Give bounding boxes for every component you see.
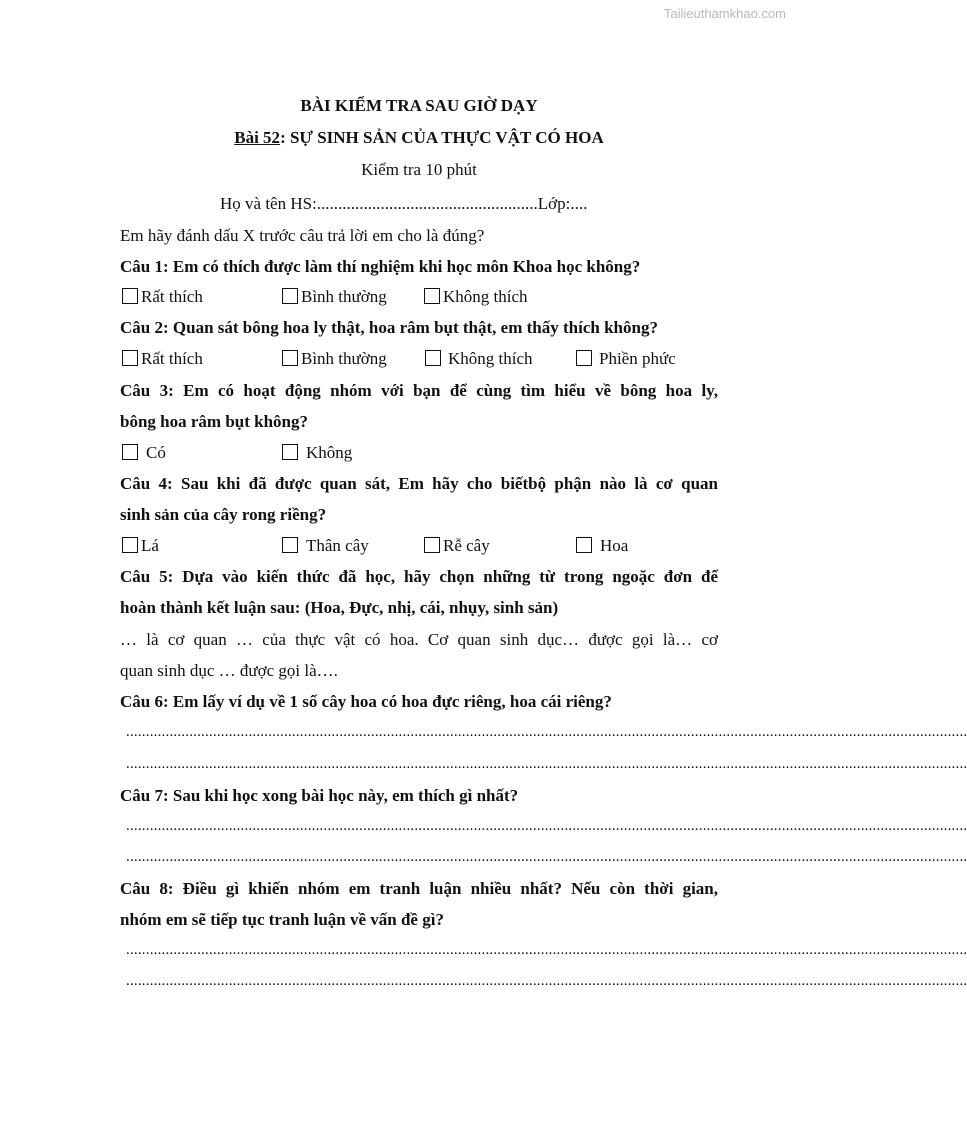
- answer-line[interactable]: .....................................................................................................................................................................................................................: [126, 973, 967, 989]
- q3-option-2[interactable]: [282, 443, 352, 463]
- watermark: Tailieuthamkhao.com: [663, 6, 786, 21]
- checkbox[interactable]: [424, 537, 440, 553]
- checkbox[interactable]: [425, 350, 441, 366]
- option-label: Không thích: [443, 287, 528, 306]
- q4-option-4[interactable]: [576, 536, 628, 556]
- question-5-line-2: hoàn thành kết luận sau: (Hoa, Đực, nhị, cái, nhụy, sinh sản): [120, 598, 559, 617]
- q4-option-3[interactable]: [424, 536, 490, 556]
- question-5-fill-line-1: … là cơ quan … của thực vật có hoa. Cơ quan sinh dục… được gọi là… cơ: [120, 630, 718, 649]
- question-8-line-1: Câu 8: Điều gì khiến nhóm em tranh luận nhiều nhất? Nếu còn thời gian,: [120, 879, 718, 898]
- option-label: Có: [146, 443, 166, 462]
- question-4-line-1: Câu 4: Sau khi đã được quan sát, Em hãy cho biếtbộ phận nào là cơ quan: [120, 474, 718, 493]
- lesson-title: : SỰ SINH SẢN CỦA THỰC VẬT CÓ HOA: [280, 128, 604, 147]
- checkbox[interactable]: [282, 444, 298, 460]
- q3-option-1[interactable]: [122, 443, 166, 463]
- question-5-line-1: Câu 5: Dựa vào kiến thức đã học, hãy chọn những từ trong ngoặc đơn để: [120, 567, 718, 586]
- page-title: BÀI KIỂM TRA SAU GIỜ DẠY: [300, 96, 538, 115]
- question-2: Câu 2: Quan sát bông hoa ly thật, hoa râm bụt thật, em thấy thích không?: [120, 318, 658, 337]
- question-4-line-2: sinh sản của cây rong riềng?: [120, 505, 327, 524]
- test-duration: Kiểm tra 10 phút: [361, 160, 477, 179]
- checkbox[interactable]: [282, 288, 298, 304]
- lesson-label: Bài 52: [234, 128, 281, 147]
- q2-option-3[interactable]: [425, 349, 533, 369]
- option-label: Rất thích: [141, 349, 203, 368]
- q2-option-1[interactable]: [122, 349, 203, 369]
- q4-option-2[interactable]: [282, 536, 369, 556]
- question-1: Câu 1: Em có thích được làm thí nghiệm khi học môn Khoa học không?: [120, 257, 641, 276]
- q2-option-4[interactable]: [576, 349, 676, 369]
- checkbox[interactable]: [282, 537, 298, 553]
- option-label: Phiền phức: [599, 349, 676, 368]
- checkbox[interactable]: [122, 537, 138, 553]
- question-7: Câu 7: Sau khi học xong bài học này, em thích gì nhất?: [120, 786, 519, 805]
- answer-line[interactable]: .....................................................................................................................................................................................................................: [126, 849, 967, 865]
- option-label: Không: [306, 443, 353, 462]
- option-label: Bình thường: [301, 349, 387, 368]
- checkbox[interactable]: [576, 537, 592, 553]
- q1-option-3[interactable]: [424, 287, 528, 307]
- option-label: Lá: [141, 536, 159, 555]
- question-3-line-1: Câu 3: Em có hoạt động nhóm với bạn để cùng tìm hiểu về bông hoa ly,: [120, 381, 718, 400]
- answer-line[interactable]: .....................................................................................................................................................................................................................: [126, 942, 967, 958]
- checkbox[interactable]: [424, 288, 440, 304]
- checkbox[interactable]: [576, 350, 592, 366]
- question-8-line-2: nhóm em sẽ tiếp tục tranh luận về vấn đề gì?: [120, 910, 444, 929]
- checkbox[interactable]: [122, 444, 138, 460]
- question-5-fill-line-2: quan sinh dục … được gọi là….: [120, 661, 338, 680]
- option-label: Không thích: [448, 349, 533, 368]
- student-info-line: Họ và tên HS:....................................................Lớp:....: [220, 194, 588, 213]
- q2-option-2[interactable]: [282, 349, 387, 369]
- option-label: Rất thích: [141, 287, 203, 306]
- option-label: Bình thường: [301, 287, 387, 306]
- q1-option-1[interactable]: [122, 287, 203, 307]
- q4-option-1[interactable]: [122, 536, 159, 556]
- q1-option-2[interactable]: [282, 287, 387, 307]
- checkbox[interactable]: [122, 350, 138, 366]
- instruction: Em hãy đánh dấu X trước câu trả lời em cho là đúng?: [120, 226, 485, 245]
- checkbox[interactable]: [282, 350, 298, 366]
- answer-line[interactable]: .....................................................................................................................................................................................................................: [126, 756, 967, 772]
- option-label: Hoa: [600, 536, 629, 555]
- answer-line[interactable]: .....................................................................................................................................................................................................................: [126, 724, 967, 740]
- question-3-line-2: bông hoa râm bụt không?: [120, 412, 309, 431]
- question-6: Câu 6: Em lấy ví dụ về 1 số cây hoa có hoa đực riêng, hoa cái riêng?: [120, 692, 612, 711]
- option-label: Rễ cây: [443, 536, 490, 555]
- answer-line[interactable]: .....................................................................................................................................................................................................................: [126, 818, 967, 834]
- lesson-heading: [120, 128, 718, 148]
- option-label: Thân cây: [306, 536, 369, 555]
- checkbox[interactable]: [122, 288, 138, 304]
